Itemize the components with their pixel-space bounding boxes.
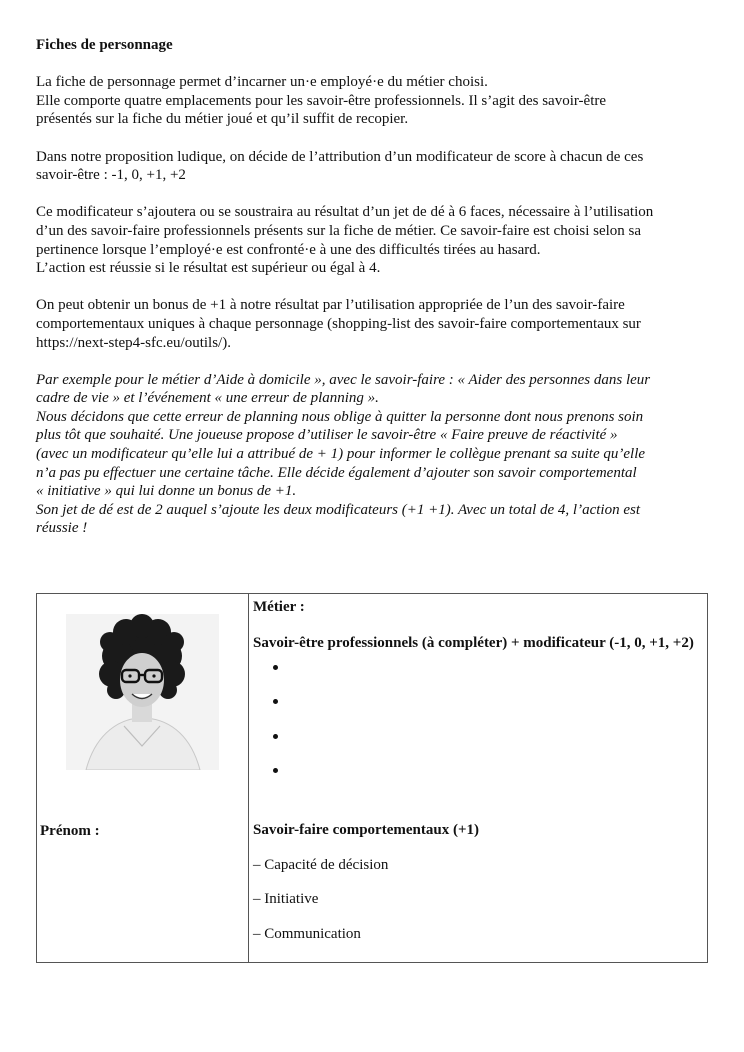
character-portrait xyxy=(66,614,219,770)
document-page xyxy=(36,36,710,538)
savoir-etre-label: Savoir-être professionnels (à compléter) + modificateur (-1, 0, +1, +2) xyxy=(253,634,694,651)
bullet-icon xyxy=(273,768,278,773)
example-paragraph xyxy=(36,371,710,538)
text-line: (avec un modificateur qu’elle lui a attribué de + 1) pour informer le collègue prenant sa suite qu’elle xyxy=(36,446,646,463)
savoir-etre-slot[interactable] xyxy=(253,653,703,688)
intro-paragraph xyxy=(36,73,710,129)
card-right-cell xyxy=(249,594,707,962)
text-line: cadre de vie » et l’événement « une erreur de planning ». xyxy=(36,390,379,407)
bullet-icon xyxy=(273,699,278,704)
text-line: https://next-step4-sfc.eu/outils/). xyxy=(36,334,231,351)
text-line: Dans notre proposition ludique, on décide de l’attribution d’un modificateur de score à chacun de ces xyxy=(36,148,644,165)
skill-item: – Communication xyxy=(253,925,361,942)
bullet-icon xyxy=(273,665,278,670)
text-line: Son jet de dé est de 2 auquel s’ajoute les deux modificateurs (+1 +1). Avec un total de 4, l’action est xyxy=(36,501,640,518)
page-title: Fiches de personnage xyxy=(36,37,173,53)
text-line: d’un des savoir-faire professionnels présents sur la fiche de métier. Ce savoir-faire est choisi selon sa xyxy=(36,222,642,239)
text-line: pertinence lorsque l’employé·e est confronté·e à une des difficultés tirées au hasard. xyxy=(36,241,541,258)
dice-paragraph xyxy=(36,203,710,277)
text-line: présentés sur la fiche du métier joué et qu’il suffit de recopier. xyxy=(36,111,409,128)
prenom-label: Prénom : xyxy=(40,823,100,839)
text-line: « initiative » qui lui donne un bonus de +1. xyxy=(36,483,297,500)
text-line: Nous décidons que cette erreur de planning nous oblige à quitter la personne dont nous prenons soin xyxy=(36,408,644,425)
text-line: n’a pas pu effectuer une certaine tâche. Elle décide également d’ajouter son savoir comportemental xyxy=(36,464,637,481)
text-line: Elle comporte quatre emplacements pour les savoir-être professionnels. Il s’agit des savoir-être xyxy=(36,92,607,109)
bonus-paragraph xyxy=(36,296,710,352)
portrait-illustration xyxy=(66,614,219,770)
character-card xyxy=(36,593,708,963)
savoir-etre-slot[interactable] xyxy=(253,687,703,722)
text-line: plus tôt que souhaité. Une joueuse propose d’utiliser le savoir-être « Faire preuve de réactivité » xyxy=(36,427,618,444)
savoir-etre-list xyxy=(253,653,703,791)
text-line: savoir-être : -1, 0, +1, +2 xyxy=(36,167,186,184)
text-line: Par exemple pour le métier d’Aide à domicile », avec le savoir-faire : « Aider des personnes dans leur xyxy=(36,371,651,388)
savoir-etre-slot[interactable] xyxy=(253,722,703,757)
savoir-etre-slot[interactable] xyxy=(253,756,703,791)
skill-item: – Initiative xyxy=(253,891,319,908)
skill-item: – Capacité de décision xyxy=(253,856,389,873)
text-line: L’action est réussie si le résultat est supérieur ou égal à 4. xyxy=(36,260,381,277)
metier-label: Métier : xyxy=(253,599,305,615)
card-left-cell xyxy=(37,594,249,962)
modifier-paragraph xyxy=(36,148,710,185)
text-line: réussie ! xyxy=(36,520,88,537)
text-line: La fiche de personnage permet d’incarner un·e employé·e du métier choisi. xyxy=(36,74,488,91)
text-line: comportementaux uniques à chaque personnage (shopping-list des savoir-faire comportementaux sur xyxy=(36,315,641,332)
bullet-icon xyxy=(273,734,278,739)
text-line: On peut obtenir un bonus de +1 à notre résultat par l’utilisation appropriée de l’un des savoir-faire xyxy=(36,297,625,314)
savoir-faire-label: Savoir-faire comportementaux (+1) xyxy=(253,821,479,838)
text-line: Ce modificateur s’ajoutera ou se soustraira au résultat d’un jet de dé à 6 faces, nécessaire à l’utilisation xyxy=(36,204,654,221)
